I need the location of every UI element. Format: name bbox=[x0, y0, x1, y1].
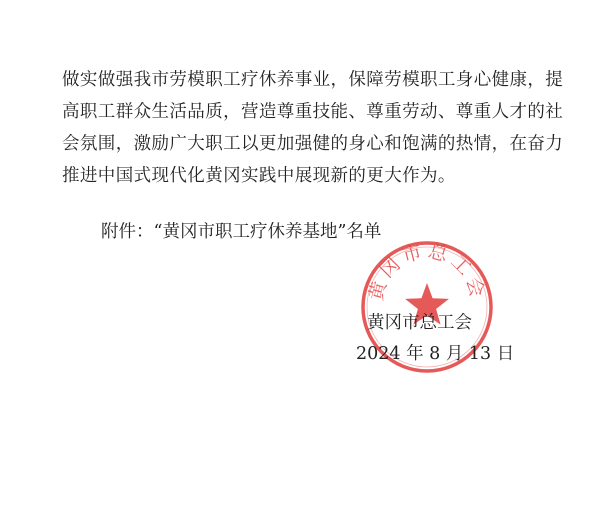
signature-organization: 黄冈市总工会 bbox=[367, 313, 472, 333]
paragraph-line: 推进中国式现代化黄冈实践中展现新的更大作为。 bbox=[62, 166, 456, 186]
body-paragraph bbox=[62, 64, 564, 192]
paragraph-line: 做实做强我市劳模职工疗休养事业，保障劳模职工身心健康，提 bbox=[62, 70, 564, 90]
svg-text:黄冈市总工会: 黄冈市总工会 bbox=[365, 239, 489, 304]
paragraph-line: 会氛围，激励广大职工以更加强健的身心和饱满的热情，在奋力 bbox=[62, 134, 564, 154]
attachment-line: 附件：“黄冈市职工疗休养基地”名单 bbox=[101, 222, 382, 242]
signature-date: 2024 年 8 月 13 日 bbox=[356, 344, 515, 364]
paragraph-line: 高职工群众生活品质，营造尊重技能、尊重劳动、尊重人才的社 bbox=[62, 102, 564, 122]
